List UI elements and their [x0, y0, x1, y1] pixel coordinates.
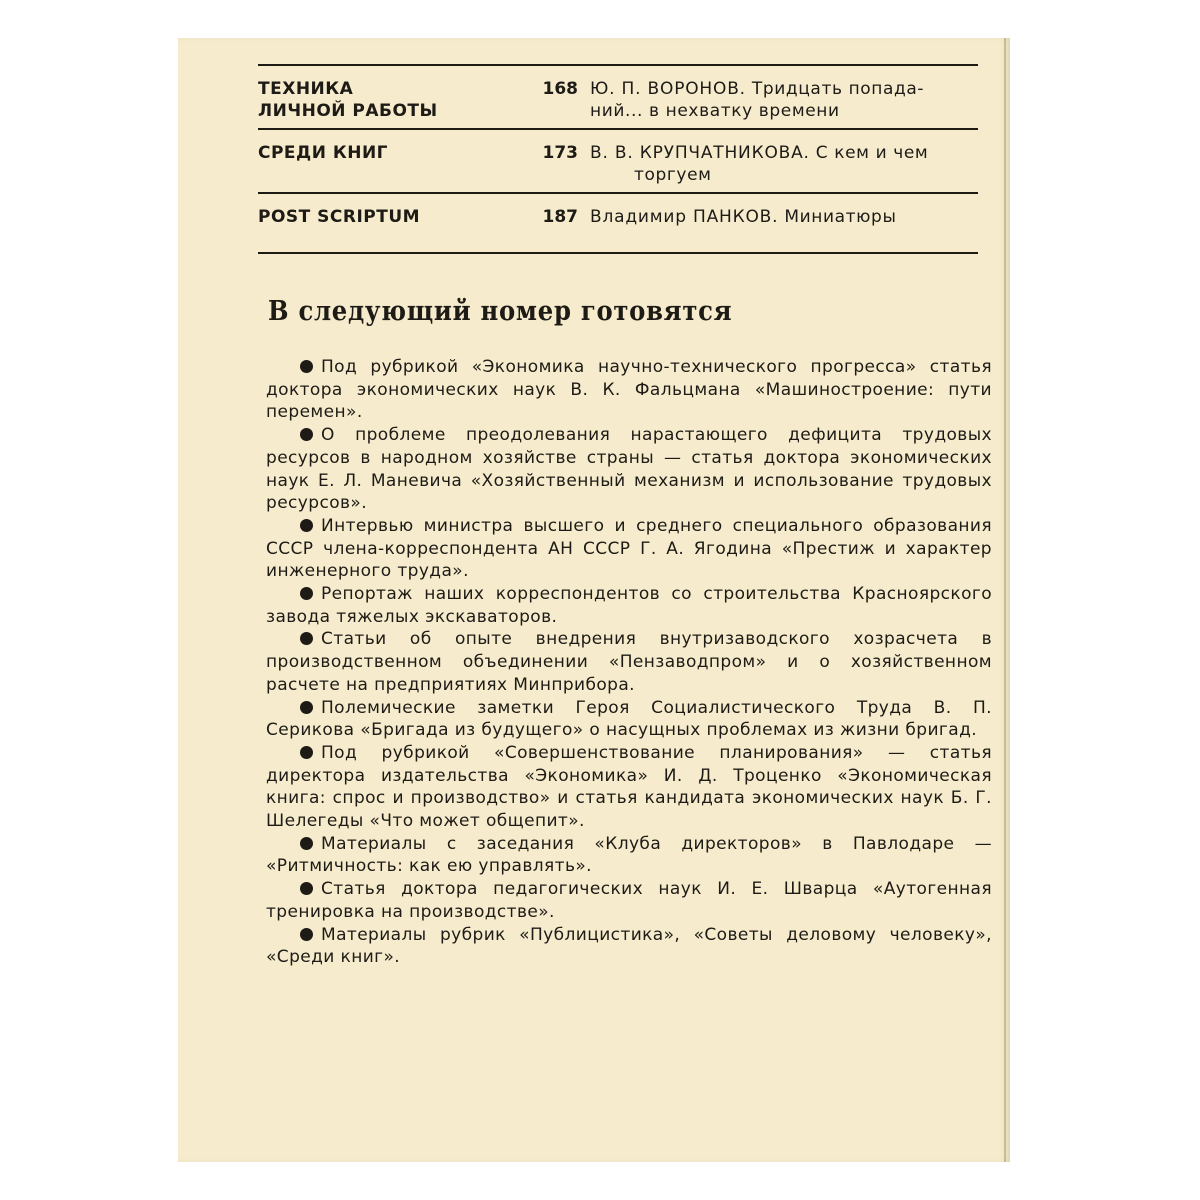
announcement-list: [266, 356, 992, 969]
toc-title: Миниатюры: [784, 207, 897, 227]
toc-author: Ю. П. ВОРОНОВ.: [590, 79, 746, 99]
list-item: [266, 697, 992, 742]
list-item: [266, 515, 992, 583]
bullet-icon: [300, 632, 313, 645]
announcement-text: Статьи об опыте внедрения внутризаводского хозрасчета в производственном объединении «Пензаводпром» и о хозяйственном расчете на предприятиях Минприбора.: [266, 629, 992, 695]
toc-section-line: СРЕДИ КНИГ: [258, 143, 389, 163]
toc-page-number: 168: [542, 79, 578, 99]
bullet-icon: [300, 360, 313, 373]
list-item: [266, 628, 992, 696]
magazine-page: [178, 38, 1010, 1162]
toc-entry: [590, 78, 978, 122]
bullet-icon: [300, 428, 313, 441]
divider: [258, 252, 978, 254]
bullet-icon: [300, 928, 313, 941]
announcement-text: Под рубрикой «Экономика научно-технического прогресса» статья доктора экономических наук В. К. Фальцмана «Машиностроение: пути перемен».: [266, 357, 992, 423]
toc-entry: [590, 206, 978, 228]
list-item: [266, 833, 992, 878]
list-item: [266, 356, 992, 424]
toc-title: Тридцать попада-: [751, 79, 925, 99]
toc-section-line: ЛИЧНОЙ РАБОТЫ: [258, 101, 438, 121]
toc-row: [258, 130, 978, 192]
announcement-text: Статья доктора педагогических наук И. Е. Шварца «Аутогенная тренировка на производстве».: [266, 879, 992, 922]
announcement-text: Интервью министра высшего и среднего специального образования СССР члена-корреспондента АН СССР Г. А. Ягодина «Престиж и характер инженерного труда».: [266, 515, 992, 582]
announcement-text: Полемические заметки Героя Социалистического Труда В. П. Серикова «Бригада из будущего» о насущных проблемах из жизни бригад.: [266, 697, 992, 741]
list-item: [266, 424, 992, 515]
announcement-text: Материалы рубрик «Публицистика», «Советы деловому человеку», «Среди книг».: [266, 924, 992, 968]
announcement-text: Материалы с заседания «Клуба директоров» в Павлодаре — «Ритмичность: как ею управлять».: [266, 833, 992, 877]
announcement-text: О проблеме преодолевания нарастающего дефицита трудовых ресурсов в народном хозяйстве страны — статья доктора экономических наук Е. Л. Маневича «Хозяйственный механизм и использование трудовых ресурсов».: [266, 425, 992, 514]
section-heading: В следующий номер готовятся: [268, 296, 733, 327]
toc-section: [258, 142, 528, 164]
toc-author: В. В. КРУПЧАТНИКОВА.: [590, 143, 810, 163]
table-of-contents: [258, 64, 978, 254]
toc-row: [258, 66, 978, 128]
toc-author: Владимир ПАНКОВ.: [590, 207, 779, 227]
list-item: [266, 878, 992, 923]
toc-title-continued: ний... в нехватку времени: [590, 101, 840, 121]
bullet-icon: [300, 837, 313, 850]
bullet-icon: [300, 519, 313, 532]
toc-section: [258, 78, 528, 122]
list-item: [266, 742, 992, 833]
toc-title: С кем и чем: [815, 143, 929, 163]
toc-section: [258, 206, 528, 228]
bullet-icon: [300, 882, 313, 895]
toc-title-continued: торгуем: [634, 165, 712, 185]
bullet-icon: [300, 746, 313, 759]
list-item: [266, 583, 992, 628]
announcement-text: Репортаж наших корреспондентов со строительства Красноярского завода тяжелых экскаваторов.: [266, 584, 992, 627]
toc-page-number: 187: [542, 207, 578, 227]
toc-row: [258, 194, 978, 252]
bullet-icon: [300, 701, 313, 714]
toc-section-line: ТЕХНИКА: [258, 79, 354, 99]
announcement-text: Под рубрикой «Совершенствование планирования» — статья директора издательства «Экономика» И. Д. Троценко «Экономическая книга: спрос и производство» и статья кандидата экономических наук Б. Г. Шелегеды «Что может общепит».: [266, 742, 992, 832]
list-item: [266, 924, 992, 969]
toc-entry: [590, 142, 978, 186]
toc-page-number: 173: [542, 143, 578, 163]
bullet-icon: [300, 587, 313, 600]
toc-section-line: POST SCRIPTUM: [258, 207, 421, 227]
